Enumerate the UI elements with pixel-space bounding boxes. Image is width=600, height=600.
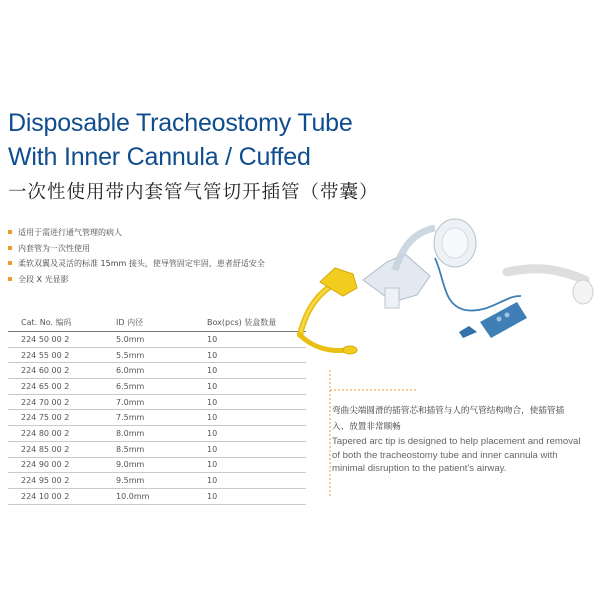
table-row <box>8 379 306 395</box>
bullet-square-icon <box>8 261 12 265</box>
cell-box: 10 <box>194 488 306 504</box>
cell-cat-no: 224 90 00 2 <box>8 457 103 473</box>
cell-cat-no: 224 95 00 2 <box>8 473 103 489</box>
table-row <box>8 426 306 442</box>
cell-id: 9.0mm <box>103 457 194 473</box>
table-row <box>8 347 306 363</box>
cell-box: 10 <box>194 441 306 457</box>
cell-cat-no: 224 55 00 2 <box>8 347 103 363</box>
cell-box: 10 <box>194 457 306 473</box>
table-row <box>8 441 306 457</box>
table-row <box>8 394 306 410</box>
cell-box: 10 <box>194 363 306 379</box>
cell-id: 10.0mm <box>103 488 194 504</box>
cell-box: 10 <box>194 473 306 489</box>
table-header-row <box>8 313 306 332</box>
feature-text: 全段 X 光显影 <box>18 274 69 284</box>
product-title-cn: 一次性使用带内套管气管切开插管（带囊） <box>8 182 379 203</box>
cell-id: 7.5mm <box>103 410 194 426</box>
table-row <box>8 410 306 426</box>
table-row <box>8 363 306 379</box>
cell-box: 10 <box>194 332 306 348</box>
caption-cn: 弯曲尖端圆滑的插管芯和插管与人的气管结构吻合，使插管插入、放置非常顺畅 <box>332 406 565 432</box>
cell-cat-no: 224 50 00 2 <box>8 332 103 348</box>
column-header-box: Box(pcs) 装盒数量 <box>194 313 306 332</box>
product-title-en-line1: Disposable Tracheostomy Tube <box>8 109 353 137</box>
column-header-id: ID 内径 <box>103 313 194 332</box>
table-row <box>8 488 306 504</box>
feature-text: 柔软双翼及灵活的标准 15mm 接头，使导管固定牢固，患者舒适安全 <box>18 259 265 268</box>
cell-cat-no: 224 85 00 2 <box>8 441 103 457</box>
table-row <box>8 457 306 473</box>
cell-id: 5.0mm <box>103 332 194 348</box>
cell-box: 10 <box>194 379 306 395</box>
cell-id: 9.5mm <box>103 473 194 489</box>
cell-box: 10 <box>194 410 306 426</box>
feature-item <box>8 241 308 257</box>
cell-cat-no: 224 60 00 2 <box>8 363 103 379</box>
feature-item <box>8 256 308 272</box>
feature-text: 适用于需进行通气管理的病人 <box>18 228 122 237</box>
column-header-cat-no: Cat. No. 编码 <box>8 313 103 332</box>
cell-id: 8.0mm <box>103 426 194 442</box>
cell-box: 10 <box>194 347 306 363</box>
cell-id: 8.5mm <box>103 441 194 457</box>
bullet-square-icon <box>8 246 12 250</box>
feature-item <box>8 272 308 288</box>
cell-id: 6.5mm <box>103 379 194 395</box>
bullet-square-icon <box>8 277 12 281</box>
cell-cat-no: 224 80 00 2 <box>8 426 103 442</box>
obturator-icon <box>300 268 357 354</box>
feature-list <box>8 225 308 287</box>
cell-box: 10 <box>194 394 306 410</box>
product-title-en-line2: With Inner Cannula / Cuffed <box>8 143 311 171</box>
table-row <box>8 332 306 348</box>
cell-cat-no: 224 75 00 2 <box>8 410 103 426</box>
inner-cannula-icon <box>507 269 593 304</box>
cell-cat-no: 224 65 00 2 <box>8 379 103 395</box>
cell-id: 6.0mm <box>103 363 194 379</box>
tracheostomy-tube-icon <box>363 219 476 308</box>
bullet-square-icon <box>8 230 12 234</box>
spec-table <box>8 313 306 505</box>
table-row <box>8 473 306 489</box>
cell-id: 7.0mm <box>103 394 194 410</box>
cell-id: 5.5mm <box>103 347 194 363</box>
cell-cat-no: 224 70 00 2 <box>8 394 103 410</box>
caption-en: Tapered arc tip is designed to help placement and removal of both the tracheostomy tube and inner cannula with minimal disruption to the patient's airway. <box>332 436 581 475</box>
cell-box: 10 <box>194 426 306 442</box>
feature-item <box>8 225 308 241</box>
feature-text: 内套管为一次性使用 <box>18 243 90 253</box>
cell-cat-no: 224 10 00 2 <box>8 488 103 504</box>
